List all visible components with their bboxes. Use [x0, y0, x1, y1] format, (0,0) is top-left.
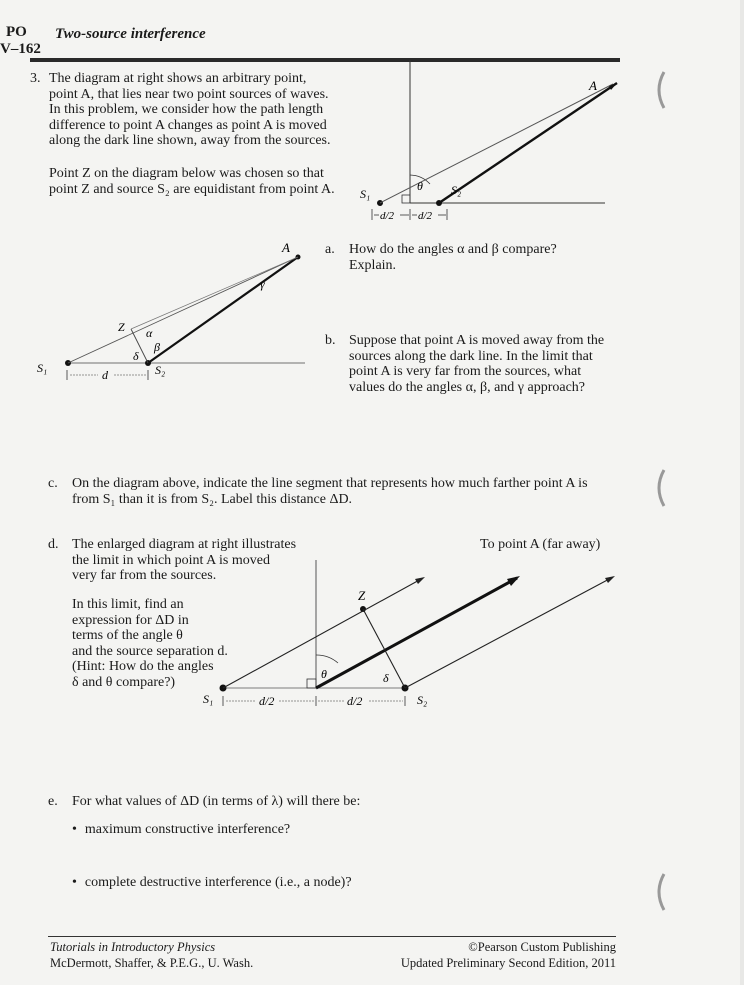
part-b-line: Suppose that point A is moved away from the	[349, 333, 605, 348]
question-intro	[49, 71, 349, 149]
part-d-letter: d.	[48, 537, 59, 552]
dim-right: d/2	[418, 210, 433, 222]
label-s1: S₁	[360, 187, 371, 201]
binder-hole-mark	[650, 468, 670, 508]
footer-right	[390, 939, 616, 971]
question-number: 3.	[30, 71, 41, 86]
course-code-line1: PO	[6, 24, 27, 40]
label-delta: δ	[383, 671, 389, 685]
label-z: Z	[118, 320, 125, 334]
binder-hole-mark	[650, 70, 670, 110]
footer-edition: Updated Preliminary Second Edition, 2011	[400, 956, 616, 970]
part-d-line: the limit in which point A is moved	[72, 552, 270, 568]
part-a-text	[349, 242, 609, 273]
z-line: point Z and source S₂ are equidistant from point A.	[49, 181, 335, 197]
far-away-caption: To point A (far away)	[480, 537, 601, 552]
label-alpha: α	[146, 326, 153, 340]
part-d-sub-line: In this limit, find an	[72, 597, 184, 612]
label-d: d	[102, 368, 108, 380]
intro-line: In this problem, we consider how the path length	[49, 102, 324, 117]
part-b-letter: b.	[325, 333, 336, 348]
dim-left: d/2	[259, 694, 275, 708]
part-c-line: from S₁ than it is from S₂. Label this distance ΔD.	[72, 491, 353, 507]
section-title: Two-source interference	[55, 26, 206, 42]
part-b-line: values do the angles α, β, and γ approach?	[349, 379, 586, 395]
intro-line: difference to point A changes as point A is moved	[49, 117, 327, 133]
label-s2: S₂	[417, 693, 428, 707]
part-c-letter: c.	[48, 476, 58, 491]
label-theta: θ	[417, 179, 423, 193]
part-a-letter: a.	[325, 242, 335, 257]
dim-left: d/2	[380, 210, 395, 222]
part-d-sub-line: expression for ΔD in	[72, 612, 189, 628]
part-d-sub-line: terms of the angle θ	[72, 628, 183, 643]
part-b-line: point A is very far from the sources, what	[349, 364, 582, 379]
part-d-sub-line: δ and θ compare?)	[72, 674, 176, 690]
label-s1: S₁	[37, 361, 48, 375]
label-delta: δ	[133, 349, 139, 363]
part-c-text	[72, 476, 632, 507]
part-b-line: sources along the dark line. In the limit that	[349, 348, 593, 364]
course-code	[0, 24, 41, 58]
part-d-sub-line: (Hint: How do the angles	[72, 659, 214, 674]
label-s2: S₂	[155, 363, 166, 377]
diagram-sources-point-a	[355, 60, 625, 230]
part-a-line: How do the angles α and β compare?	[349, 242, 557, 257]
part-b-text	[349, 333, 619, 395]
bullet-constructive: • maximum constructive interference?	[72, 822, 290, 838]
diagram-far-limit	[195, 560, 625, 720]
part-d-line: very far from the sources.	[72, 568, 217, 583]
binder-hole-mark	[650, 872, 670, 912]
footer-book-title: Tutorials in Introductory Physics	[50, 940, 216, 954]
course-code-line2: V–162	[0, 41, 41, 57]
label-s1: S₁	[203, 692, 214, 706]
z-line: Point Z on the diagram below was chosen so that	[49, 166, 324, 181]
footer-left	[50, 939, 253, 971]
page-edge	[740, 0, 744, 985]
label-beta: β	[154, 340, 160, 354]
part-e-question: For what values of ΔD (in terms of λ) will there be:	[72, 794, 361, 809]
footer-rule	[48, 936, 616, 937]
label-a: A	[282, 240, 290, 255]
label-gamma: γ	[260, 277, 265, 291]
bullet-destructive: • complete destructive interference (i.e., a node)?	[72, 875, 352, 891]
label-z: Z	[358, 588, 366, 603]
intro-line: The diagram at right shows an arbitrary point,	[49, 71, 307, 86]
intro-line: along the dark line shown, away from the sources.	[49, 133, 331, 148]
part-d-sub-line: and the source separation d.	[72, 643, 228, 659]
diagram-angles	[30, 240, 320, 380]
footer-authors: McDermott, Shaffer, & P.E.G., U. Wash.	[50, 956, 254, 970]
label-s2: S₂	[451, 183, 462, 197]
dim-right: d/2	[347, 694, 363, 708]
part-e-letter: e.	[48, 794, 58, 809]
point-z-description	[49, 166, 349, 197]
part-a-line: Explain.	[349, 257, 397, 273]
intro-line: point A, that lies near two point sources of waves.	[49, 86, 329, 102]
part-c-line: On the diagram above, indicate the line segment that represents how much farther point A is	[72, 476, 588, 491]
part-d-line: The enlarged diagram at right illustrates	[72, 537, 297, 552]
label-theta: θ	[321, 667, 327, 681]
label-a: A	[589, 78, 597, 93]
footer-publisher: ©Pearson Custom Publishing	[468, 940, 616, 954]
